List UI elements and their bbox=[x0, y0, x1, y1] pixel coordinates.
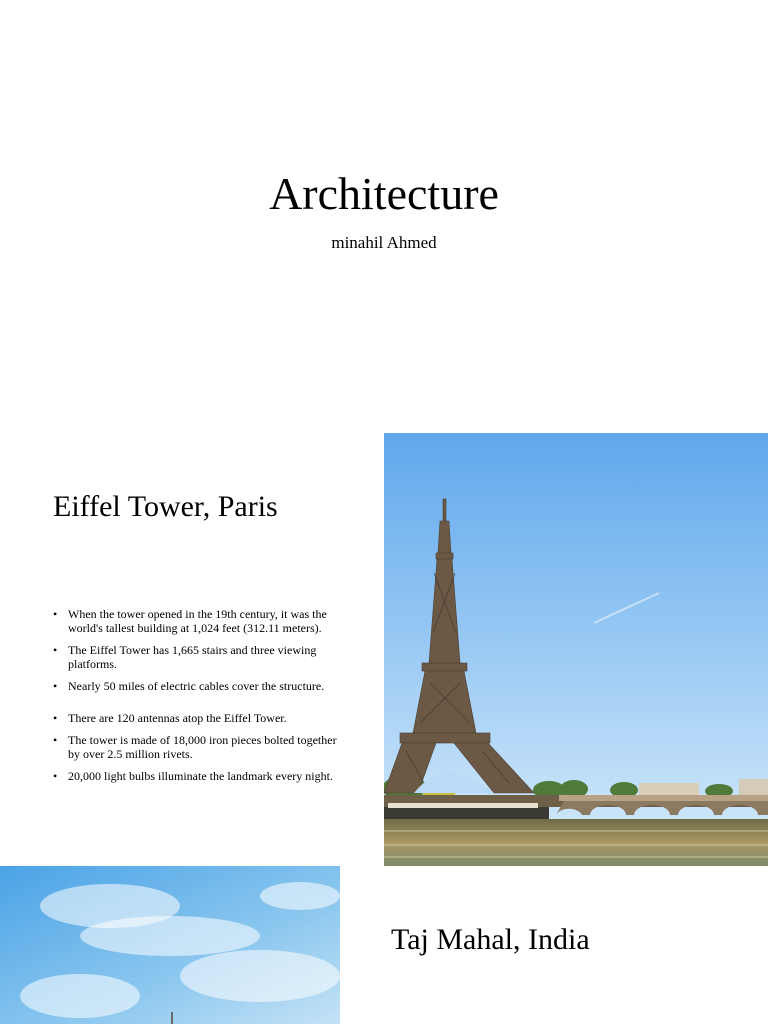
author-name: minahil Ahmed bbox=[331, 233, 437, 252]
taj-mahal-sky-illustration bbox=[0, 866, 340, 1024]
fact-item: • When the tower opened in the 19th century, it was the world's tallest building at 1,024 feet (312.11 meters). bbox=[53, 607, 343, 635]
fact-item: • There are 120 antennas atop the Eiffel Tower. bbox=[53, 711, 343, 725]
eiffel-tower-photo bbox=[384, 433, 768, 866]
fact-item: • 20,000 light bulbs illuminate the landmark every night. bbox=[53, 769, 343, 783]
fact-item: • The tower is made of 18,000 iron pieces bolted together by over 2.5 million rivets. bbox=[53, 733, 343, 761]
taj-mahal-heading: Taj Mahal, India bbox=[391, 923, 590, 956]
presentation-title: Architecture bbox=[269, 168, 499, 219]
taj-mahal-slide bbox=[0, 866, 768, 1024]
eiffel-facts-list bbox=[53, 607, 343, 791]
eiffel-tower-illustration bbox=[384, 433, 768, 866]
title-slide bbox=[0, 64, 768, 432]
eiffel-slide bbox=[0, 433, 768, 866]
eiffel-heading: Eiffel Tower, Paris bbox=[53, 490, 278, 523]
fact-item: • The Eiffel Tower has 1,665 stairs and three viewing platforms. bbox=[53, 643, 343, 671]
taj-mahal-photo bbox=[0, 866, 340, 1024]
fact-item: • Nearly 50 miles of electric cables cover the structure. bbox=[53, 679, 343, 693]
